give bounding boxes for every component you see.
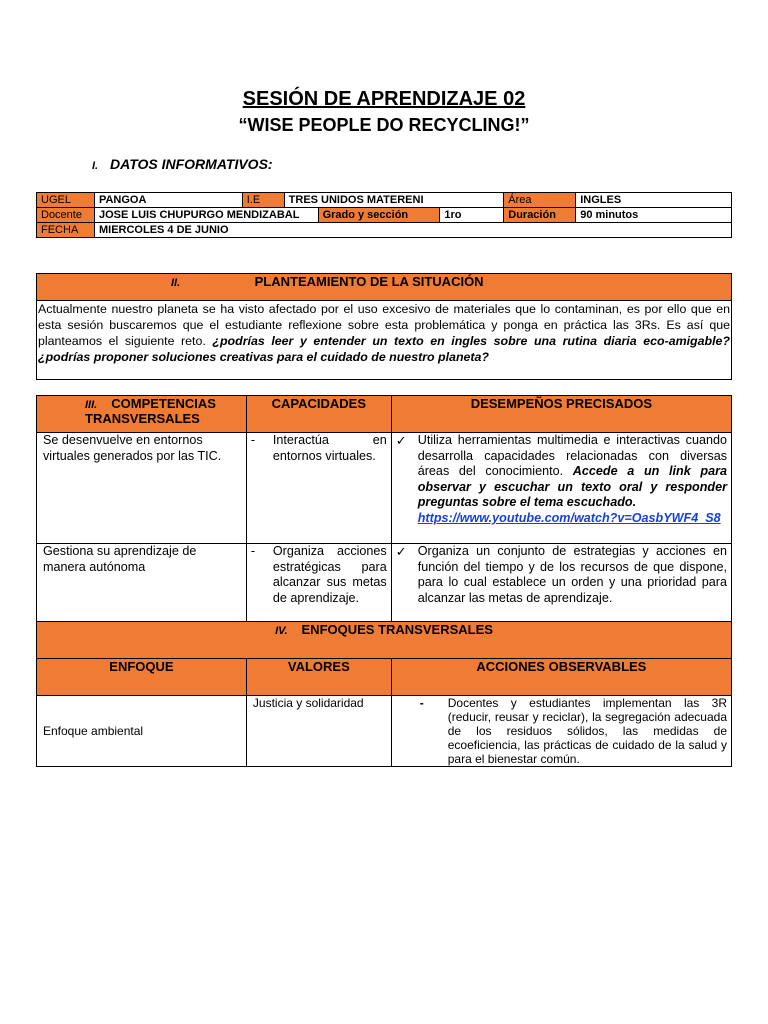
- valores-col-header: VALORES: [246, 659, 391, 696]
- dash-bullet: -: [250, 544, 256, 558]
- info-row-3: [37, 223, 732, 238]
- ugel-value: PANGOA: [94, 193, 242, 208]
- competencies-number: III.: [85, 399, 98, 411]
- fecha-label: FECHA: [37, 223, 95, 238]
- enfoques-header: [37, 659, 732, 696]
- competencies-col-header: [37, 396, 247, 433]
- competency-name: Gestiona su aprendizaje de manera autónoma: [37, 544, 247, 622]
- capacidades-col-header: CAPACIDADES: [246, 396, 391, 433]
- dash-bullet: -: [250, 433, 256, 447]
- situation-title: PLANTEAMIENTO DE LA SITUACIÓN: [254, 274, 484, 289]
- enfoque-row: [37, 696, 732, 767]
- duracion-label: Duración: [504, 208, 576, 223]
- enfoques-title: ENFOQUES TRANSVERSALES: [301, 622, 493, 637]
- ugel-label: UGEL: [37, 193, 95, 208]
- enfoques-number: IV.: [275, 625, 288, 637]
- page-subtitle: “WISE PEOPLE DO RECYCLING!”: [238, 115, 530, 135]
- competency-row: [37, 544, 732, 622]
- check-icon: ✓: [395, 544, 407, 559]
- competencies-header: [37, 396, 732, 433]
- duracion-value: 90 minutos: [576, 208, 732, 223]
- info-row-2: [37, 208, 732, 223]
- docente-value: JOSE LUIS CHUPURGO MENDIZABAL: [94, 208, 318, 223]
- info-table: [36, 192, 732, 238]
- area-value: INGLES: [576, 193, 732, 208]
- desempenos-col-header: DESEMPEÑOS PRECISADOS: [391, 396, 731, 433]
- situation-number: II.: [171, 277, 181, 289]
- performance-text: Utiliza herramientas multimedia e interactivas cuando desarrolla capacidades relacionadas con diversas áreas del conocimiento.: [417, 433, 727, 479]
- check-icon: ✓: [395, 433, 407, 448]
- info-row-1: [37, 193, 732, 208]
- section-number: I.: [92, 160, 99, 172]
- situation-text: Actualmente nuestro planeta se ha visto afectado por el uso excesivo de materiales que lo contaminan, es por ello que en esta sesión buscaremos que el estudiante reflexione sobre esta problemática y ponga en práctica las 3Rs. Es así que planteamos el siguiente reto.: [38, 302, 730, 348]
- dash-bullet: -: [419, 696, 424, 710]
- capacity-text: Interactúa en entornos virtuales.: [272, 433, 387, 463]
- performance-text: Organiza un conjunto de estrategias y acciones en función del tiempo y de los recursos de que dispone, para lo cual establece un orden y una prioridad para alcanzar las metas de aprendizaje.: [417, 544, 727, 605]
- situation-body: [37, 301, 732, 380]
- ie-value: TRES UNIDOS MATERENI: [284, 193, 504, 208]
- page-title: SESIÓN DE APRENDIZAJE 02: [242, 88, 526, 110]
- valores-text: Justicia y solidaridad: [246, 696, 391, 767]
- competency-row: [37, 433, 732, 544]
- competency-name: Se desenvuelve en entornos virtuales generados por las TIC.: [37, 433, 247, 544]
- section-title: DATOS INFORMATIVOS:: [110, 156, 273, 172]
- situation-header: [37, 274, 732, 301]
- capacity-text: Organiza acciones estratégicas para alcanzar sus metas de aprendizaje.: [272, 544, 387, 605]
- grado-label: Grado y sección: [318, 208, 440, 223]
- enfoque-col-header: ENFOQUE: [37, 659, 247, 696]
- situation-table: [36, 273, 732, 380]
- area-label: Área: [504, 193, 576, 208]
- enfoques-title-row: [37, 622, 732, 659]
- acciones-text: Docentes y estudiantes implementan las 3R (reducir, reusar y reciclar), la segregación adecuada de los residuos sólidos, las medidas de ecoeficiencia, las prácticas de cuidado de la salud y para el bienestar común.: [447, 696, 727, 766]
- acciones-col-header: ACCIONES OBSERVABLES: [391, 659, 731, 696]
- enfoque-name: Enfoque ambiental: [37, 696, 247, 767]
- competencies-col-label: COMPETENCIAS TRANSVERSALES: [85, 396, 216, 426]
- performance-bold-text: Accede a un link para observar y escuchar un texto oral y responder preguntas sobre el tema escuchado.: [417, 464, 727, 510]
- ie-label: I.E: [242, 193, 284, 208]
- situation-question: ¿podrías leer y entender un texto en ingles sobre una rutina diaria eco-amigable? ¿podrías proponer soluciones creativas para el cuidado de nuestro planeta?: [38, 334, 730, 364]
- docente-label: Docente: [37, 208, 95, 223]
- fecha-value: MIERCOLES 4 DE JUNIO: [94, 223, 731, 238]
- competencies-table: [36, 395, 732, 767]
- youtube-link[interactable]: https://www.youtube.com/watch?v=OasbYWF4_S8: [417, 510, 721, 525]
- grado-value: 1ro: [440, 208, 504, 223]
- section-datos-informativos: [92, 156, 273, 172]
